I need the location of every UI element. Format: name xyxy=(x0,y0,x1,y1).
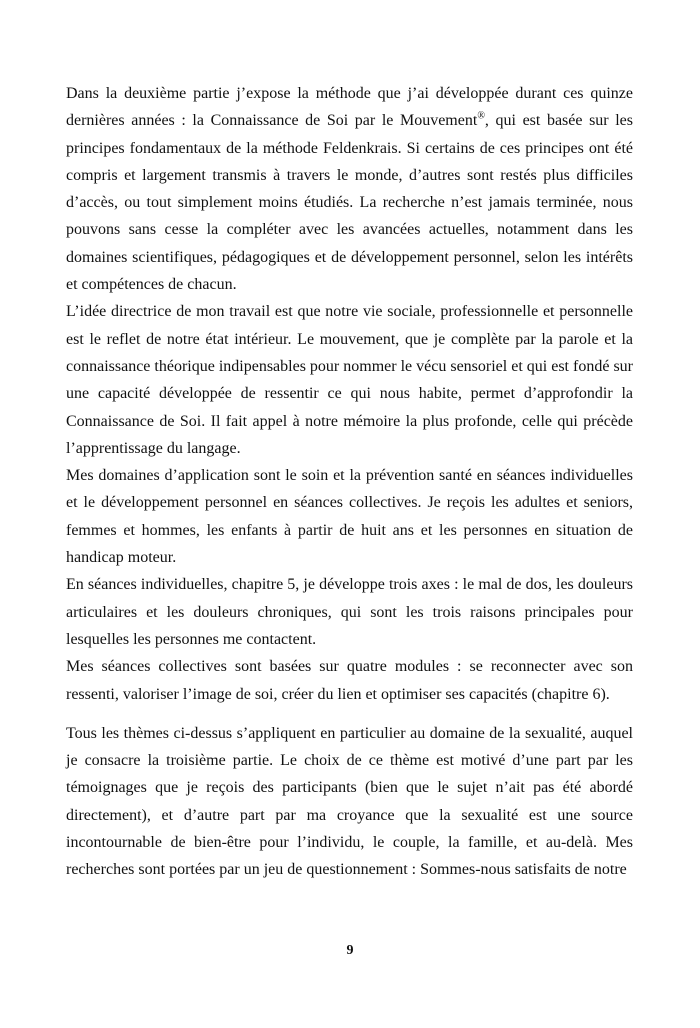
registered-mark: ® xyxy=(477,110,485,122)
paragraph-methode xyxy=(66,80,633,298)
paragraph-idee-directrice: L’idée directrice de mon travail est que notre vie sociale, professionnelle et personnelle est le reflet de notre état intérieur. Le mouvement, que je complète par la parole et la connaissance théorique indipensables pour nommer le vécu sensoriel et qui est fondé sur une capacité développée de ressentir ce qui nous habite, permet d’approfondir la Connaissance de Soi. Il fait appel à notre mémoire la plus profonde, celle qui précède l’apprentissage du langage. xyxy=(66,303,633,457)
paragraph-sexualite: Tous les thèmes ci-dessus s’appliquent en particulier au domaine de la sexualité, auquel je consacre la troisième partie. Le choix de ce thème est motivé d’une part par les témoignages que je reçois des participants (bien que le sujet n’ait pas été abordé directement), et d’autre part par ma croyance que la sexualité est une source incontournable de bien-être pour l’individu, le couple, la famille, et au-delà. Mes recherches sont portées par un jeu de questionnement : Sommes-nous satisfaits de notre xyxy=(66,724,633,879)
page-number: 9 xyxy=(346,943,354,958)
document-body xyxy=(66,80,633,884)
paragraph-domaines-application: Mes domaines d’application sont le soin et la prévention santé en séances individuelles et le développement personnel en séances collectives. Je reçois les adultes et seniors, femmes et hommes, les enfants à partir de huit ans et les personnes en situation de handicap moteur. xyxy=(66,467,633,567)
paragraph-spacer xyxy=(66,708,633,720)
paragraph-seances-individuelles: En séances individuelles, chapitre 5, je développe trois axes : le mal de dos, les douleurs articulaires et les douleurs chroniques, qui sont les trois raisons principales pour lesquelles les personnes me contactent. xyxy=(66,576,633,648)
paragraph-methode-text-start: Dans la deuxième partie j’expose la méthode que j’ai développée durant ces quinze dernières années : la Connaissance de Soi par le Mouvement xyxy=(66,85,633,130)
paragraph-methode-text-end: , qui est basée sur les principes fondamentaux de la méthode Feldenkrais. Si certains de ces principes ont été compris et largement transmis à travers le monde, d’autres sont restés plus difficiles d’accès, ou tout simplement moins étudiés. La recherche n’est jamais terminée, nous pouvons sans cesse la compléter avec les avancées actuelles, notamment dans les domaines scientifiques, pédagogiques et de développement personnel, selon les intérêts et compétences de chacun. xyxy=(66,112,634,294)
paragraph-seances-collectives: Mes séances collectives sont basées sur quatre modules : se reconnecter avec son ressenti, valoriser l’image de soi, créer du lien et optimiser ses capacités (chapitre 6). xyxy=(66,658,633,703)
